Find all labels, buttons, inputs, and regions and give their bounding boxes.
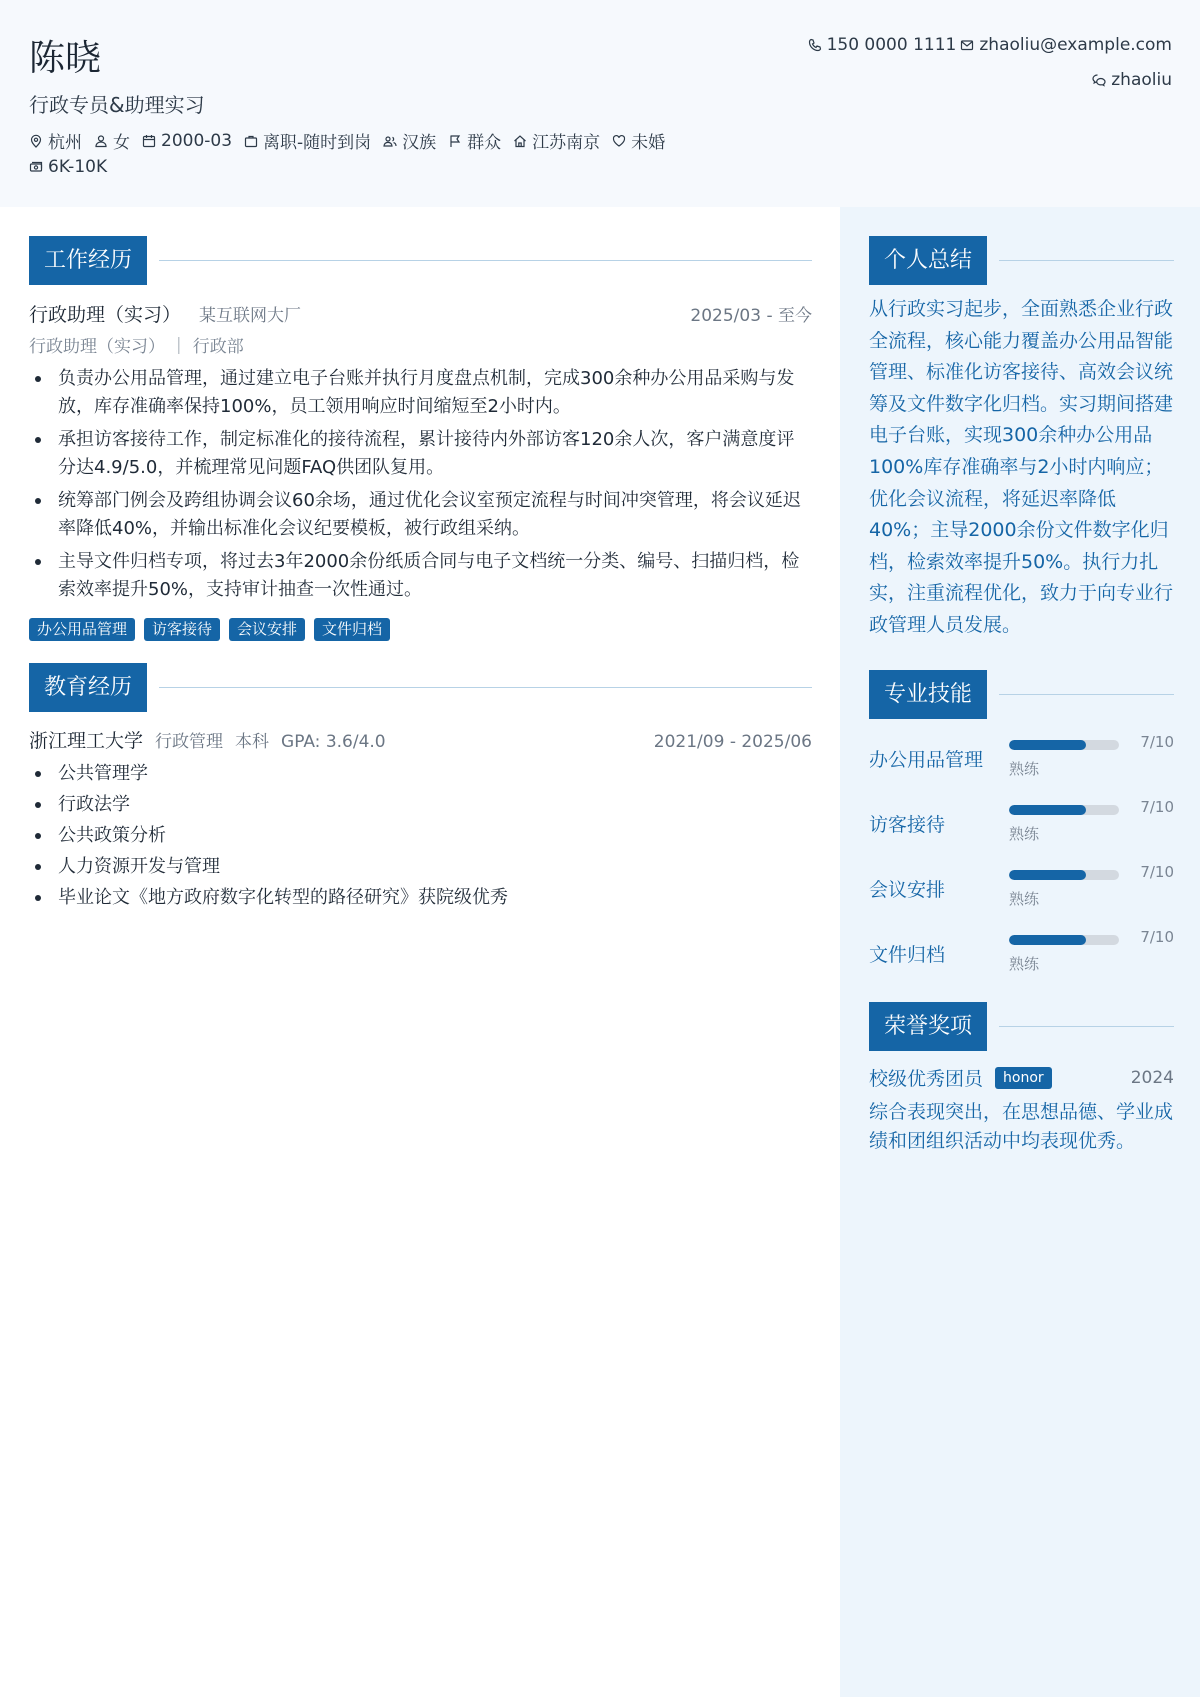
skill-name: 文件归档 [869, 944, 946, 966]
skill-score: 7/10 [1140, 928, 1174, 946]
section-education [29, 663, 812, 712]
section-divider [159, 687, 812, 688]
info-hometown: 江苏南京 [513, 128, 600, 153]
candidate-name: 陈晓 [29, 38, 102, 79]
skill-level: 熟练 [1009, 760, 1040, 778]
wechat-icon [1092, 73, 1106, 87]
info-gender: 女 [94, 128, 130, 153]
tag: 办公用品管理 [29, 618, 135, 641]
contact-email[interactable]: zhaoliu@example.com [960, 35, 1172, 55]
info-ethnicity: 汉族 [383, 128, 436, 153]
summary-text: 从行政实习起步，全面熟悉企业行政全流程，核心能力覆盖办公用品智能管理、标准化访客接待、高效会议统筹及文件数字化归档。实习期间搭建电子台账，实现300余种办公用品100%库存准确率与2小时内响应；优化会议流程，将延迟率降低40%；主导2000余份文件数字化归档，检索效率提升50%。执行力扎实，注重流程优化，致力于向专业行政管理人员发展。 [869, 298, 1174, 636]
wechat-row [1088, 70, 1172, 90]
money-icon [29, 160, 43, 174]
skill-level: 熟练 [1009, 825, 1040, 843]
skill-bar-fill [1009, 740, 1086, 750]
honor-description: 综合表现突出，在思想品德、学业成绩和团组织活动中均表现优秀。 [869, 1101, 1174, 1152]
skill-score: 7/10 [1140, 733, 1174, 751]
skill-item [869, 928, 1174, 988]
section-work [29, 236, 812, 285]
list-item: 公共政策分析 [29, 822, 812, 850]
skill-score: 7/10 [1140, 863, 1174, 881]
honor-name: 校级优秀团员 [869, 1068, 984, 1090]
education-date: 2021/09 - 2025/06 [653, 732, 812, 752]
work-company: 某互联网大厂 [199, 306, 302, 326]
list-item: 统筹部门例会及跨组协调会议60余场，通过优化会议室预定流程与时间冲突管理，将会议延迟率降低40%，并输出标准化会议纪要模板，被行政组采纳。 [29, 487, 812, 543]
info-political: 群众 [448, 128, 501, 153]
section-divider [999, 260, 1174, 261]
education-major: 行政管理 [155, 732, 224, 752]
calendar-icon [142, 134, 156, 148]
list-item: 毕业论文《地方政府数字化转型的路径研究》获院级优秀 [29, 884, 812, 912]
list-item: 公共管理学 [29, 760, 812, 788]
skill-name: 办公用品管理 [869, 749, 984, 771]
list-item: 行政法学 [29, 791, 812, 819]
skill-level: 熟练 [1009, 955, 1040, 973]
section-divider [159, 260, 812, 261]
info-birth: 2000-03 [142, 131, 232, 151]
contact-row [804, 35, 1172, 55]
section-title-work: 工作经历 [29, 236, 147, 285]
personal-info-row [29, 128, 677, 153]
section-divider [999, 694, 1174, 695]
job-title: 行政专员&助理实习 [29, 93, 205, 117]
info-location: 杭州 [29, 128, 82, 153]
skill-name: 访客接待 [869, 814, 946, 836]
tag: 会议安排 [229, 618, 305, 641]
section-title-skills: 专业技能 [869, 670, 987, 719]
skill-bar-fill [1009, 935, 1086, 945]
skill-score: 7/10 [1140, 798, 1174, 816]
work-bullets [29, 365, 812, 609]
education-entry-header [29, 726, 812, 753]
education-degree: 本科 [235, 732, 270, 752]
skill-item [869, 798, 1174, 858]
section-title-summary: 个人总结 [869, 236, 987, 285]
skill-item [869, 863, 1174, 923]
school-name: 浙江理工大学 [29, 730, 144, 752]
honor-badge: honor [995, 1067, 1052, 1089]
skill-bar [1009, 805, 1119, 815]
person-icon [94, 134, 108, 148]
skill-bar [1009, 935, 1119, 945]
contact-phone[interactable]: 150 0000 1111 [808, 35, 957, 55]
info-salary: 6K-10K [29, 157, 107, 177]
skill-item [869, 733, 1174, 793]
skill-bar [1009, 870, 1119, 880]
honor-entry [869, 1064, 1174, 1091]
skill-bar-fill [1009, 805, 1086, 815]
work-subtitle: 行政助理（实习） ｜ 行政部 [29, 337, 244, 357]
mail-icon [960, 38, 974, 52]
honor-year: 2024 [1130, 1067, 1174, 1088]
work-date: 2025/03 - 至今 [690, 306, 812, 326]
section-summary [869, 236, 1174, 285]
tag: 访客接待 [144, 618, 220, 641]
salary-row [29, 157, 119, 177]
list-item: 负责办公用品管理，通过建立电子台账并执行月度盘点机制，完成300余种办公用品采购与发放，库存准确率保持100%，员工领用响应时间缩短至2小时内。 [29, 365, 812, 421]
education-courses [29, 760, 812, 915]
skill-bar-fill [1009, 870, 1086, 880]
education-gpa: GPA: 3.6/4.0 [281, 732, 386, 752]
tag: 文件归档 [314, 618, 390, 641]
skill-name: 会议安排 [869, 879, 946, 901]
work-tags [29, 618, 399, 641]
home-icon [513, 134, 527, 148]
skill-level: 熟练 [1009, 890, 1040, 908]
section-skills [869, 670, 1174, 719]
list-item: 承担访客接待工作，制定标准化的接待流程，累计接待内外部访客120余人次，客户满意度评分达4.9/5.0，并梳理常见问题FAQ供团队复用。 [29, 426, 812, 482]
section-title-education: 教育经历 [29, 663, 147, 712]
work-entry-header [29, 300, 812, 327]
skill-bar [1009, 740, 1119, 750]
list-item: 人力资源开发与管理 [29, 853, 812, 881]
info-status: 离职-随时到岗 [244, 128, 371, 153]
resume-header [0, 0, 1200, 207]
section-divider [999, 1026, 1174, 1027]
section-honors [869, 1002, 1174, 1051]
phone-icon [808, 38, 822, 52]
heart-icon [612, 134, 626, 148]
briefcase-icon [244, 134, 258, 148]
info-marital: 未婚 [612, 128, 665, 153]
work-role: 行政助理（实习） [29, 304, 182, 326]
contact-wechat[interactable]: zhaoliu [1092, 70, 1172, 90]
section-title-honors: 荣誉奖项 [869, 1002, 987, 1051]
people-icon [383, 134, 397, 148]
list-item: 主导文件归档专项，将过去3年2000余份纸质合同与电子文档统一分类、编号、扫描归档，检索效率提升50%，支持审计抽查一次性通过。 [29, 548, 812, 604]
location-icon [29, 134, 43, 148]
flag-icon [448, 134, 462, 148]
